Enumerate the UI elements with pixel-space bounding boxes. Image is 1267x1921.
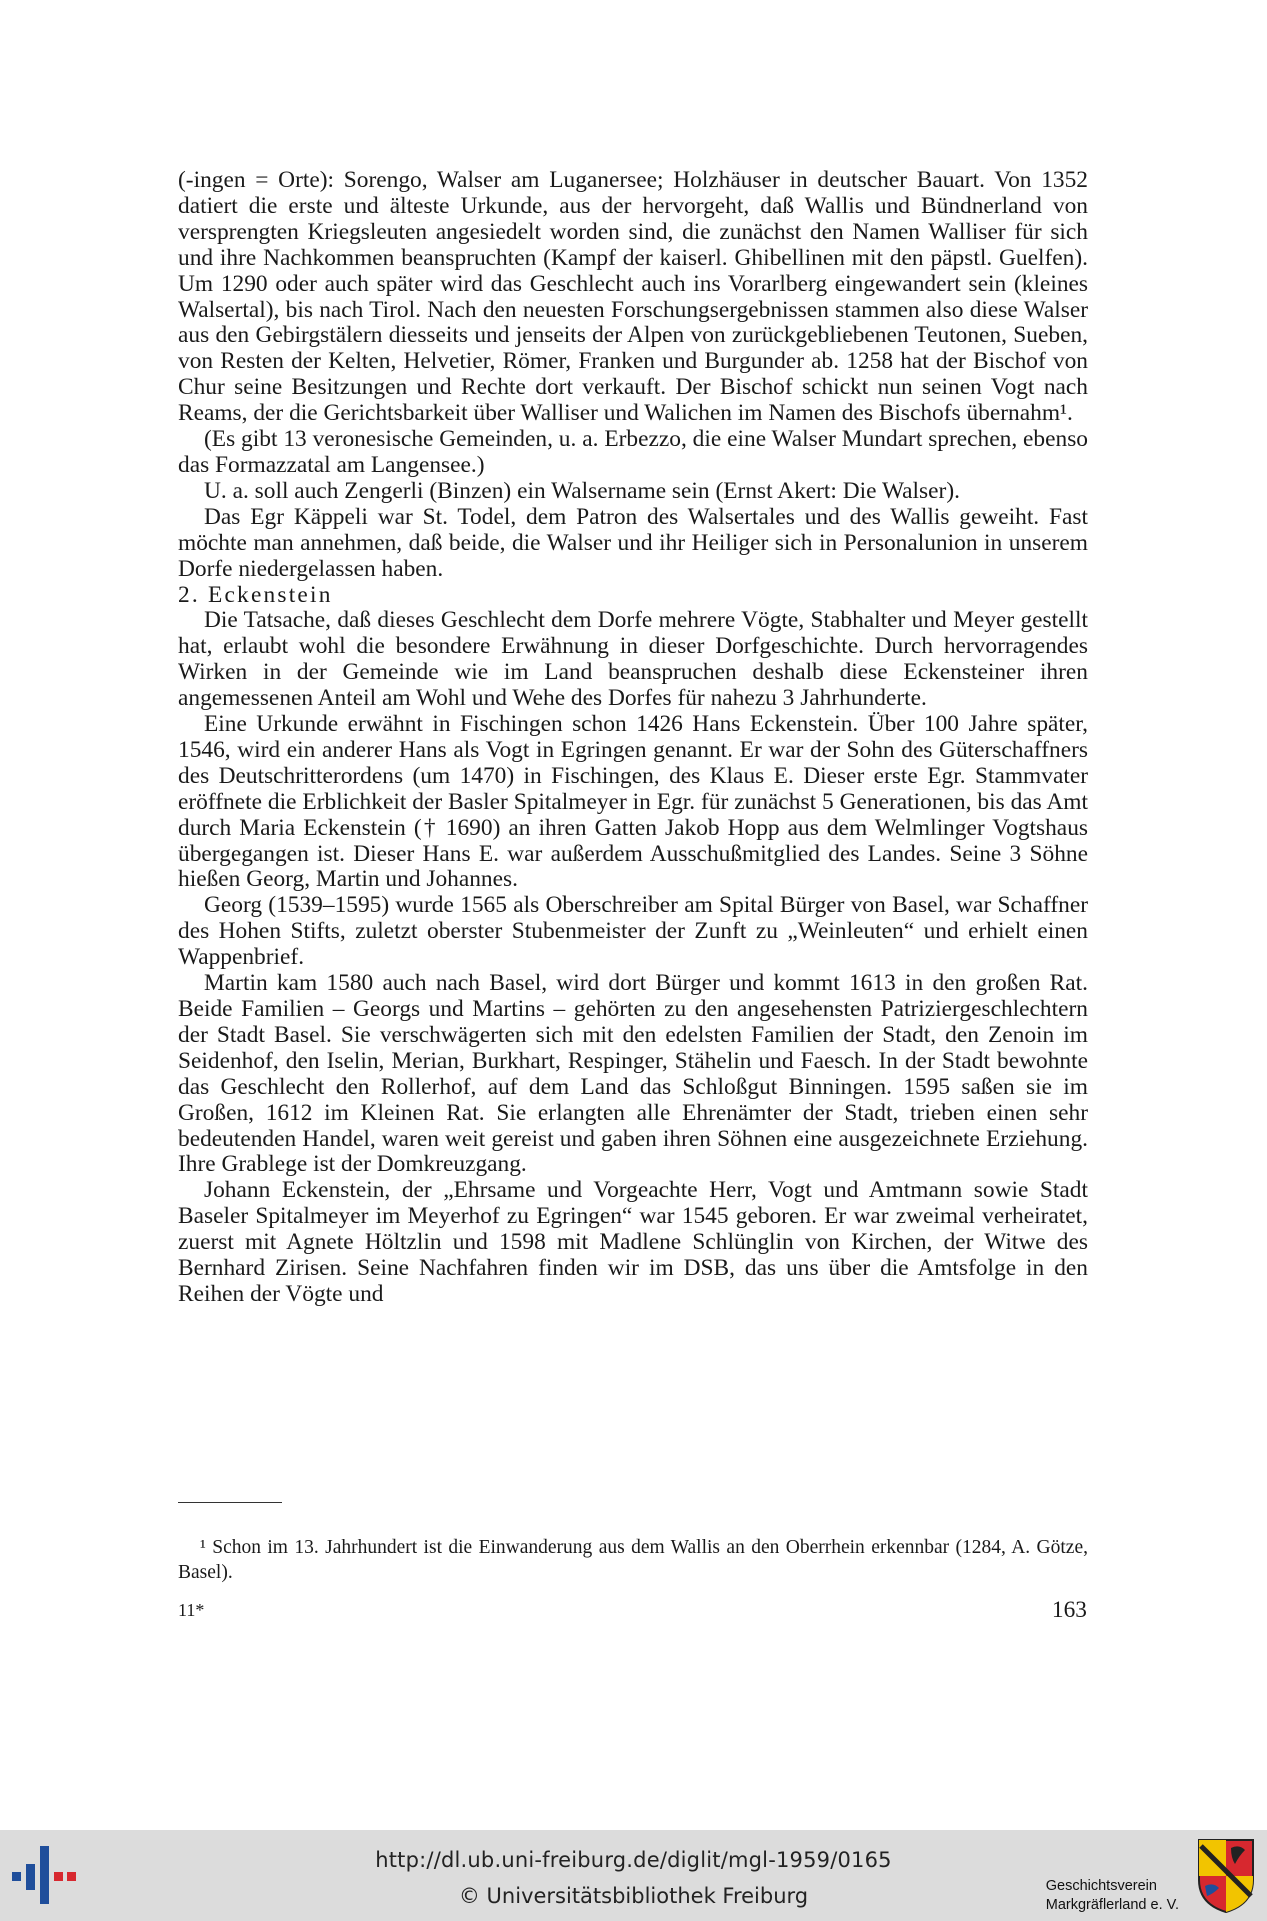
- paragraph: Das Egr Käppeli war St. Todel, dem Patron des Walsertales und des Wallis geweiht. Fast möchte man annehmen, daß beide, die Walser und ihr Heiliger sich in Personalunion in unserem Dorfe niedergelassen haben.: [178, 503, 1088, 582]
- society-name-line: Markgräflerland e. V.: [1045, 1897, 1179, 1913]
- footer-bar: [0, 1830, 1267, 1921]
- permalink-url[interactable]: http://dl.ub.uni-freiburg.de/diglit/mgl-1959/0165: [375, 1848, 892, 1872]
- paragraph: Martin kam 1580 auch nach Basel, wird dort Bürger und kommt 1613 in den großen Rat. Beide Familien – Georgs und Martins – gehörten zu den angesehensten Patriziergeschlechtern der Stadt Basel. Sie verschwägerten sich mit den edelsten Familien der Stadt, den Zenoin im Seidenhof, den Iselin, Merian, Burkhart, Respinger, Stähelin und Faesch. In der Stadt bewohnte das Geschlecht den Rollerhof, auf dem Land das Schloßgut Binningen. 1595 saßen sie im Großen, 1612 im Kleinen Rat. Sie erlangten alle Ehrenämter der Stadt, trieben einen sehr bedeutenden Handel, waren weit gereist und gaben ihren Söhnen eine ausgezeichnete Erziehung. Ihre Grablege ist der Domkreuzgang.: [178, 970, 1088, 1178]
- footnote: ¹ Schon im 13. Jahrhundert ist die Einwanderung aus dem Wallis an den Oberrhein erkennbar (1284, A. Götze, Basel).: [178, 1536, 1088, 1583]
- paragraph: U. a. soll auch Zengerli (Binzen) ein Walsername sein (Ernst Akert: Die Walser).: [204, 477, 960, 504]
- paragraph: Die Tatsache, daß dieses Geschlecht dem Dorfe mehrere Vögte, Stabhalter und Meyer gestellt hat, erlaubt wohl die besondere Erwähnung in dieser Dorfgeschichte. Durch hervorragendes Wirken in der Gemeinde wie im Land beanspruchen deshalb diese Eckensteiner ihren angemessenen Anteil am Wohl und Wehe des Dorfes für nahezu 3 Jahrhunderte.: [178, 607, 1088, 712]
- society-name: [1046, 1877, 1179, 1915]
- coat-of-arms-icon[interactable]: [1195, 1836, 1257, 1914]
- signature-mark: 11*: [178, 1600, 205, 1620]
- paragraph: Johann Eckenstein, der „Ehrsame und Vorgeachte Herr, Vogt und Amtmann sowie Stadt Baseler Spitalmeyer im Meyerhof zu Egringen“ war 1545 geboren. Er war zweimal verheiratet, zuerst mit Agnete Höltzlin und 1598 mit Madlene Schlünglin von Kirchen, der Witwe des Bernhard Zirisen. Seine Nachfahren finden wir im DSB, das uns über die Amtsfolge in den Reihen der Vögte und: [178, 1177, 1088, 1307]
- footnote-divider: [178, 1502, 282, 1503]
- body-text: [178, 168, 1088, 1308]
- paragraph: (-ingen = Orte): Sorengo, Walser am Luganersee; Holzhäuser in deutscher Bauart. Von 1352 datiert die erste und älteste Urkunde, aus der hervorgeht, daß Wallis und Bündnerland von versprengten Kriegsleuten angesiedelt worden sind, die zunächst den Namen Walliser für sich und ihre Nachkommen beanspruchten (Kampf der kaiserl. Ghibellinen mit den päpstl. Guelfen). Um 1290 oder auch später wird das Geschlecht auch ins Vorarlberg eingewandert sein (kleines Walsertal), bis nach Tirol. Nach den neuesten Forschungsergebnissen stammen also diese Walser aus den Gebirgstälern diesseits und jenseits der Alpen von zurückgebliebenen Teutonen, Sueben, von Resten der Kelten, Helvetier, Römer, Franken und Burgunder ab. 1258 hat der Bischof von Chur seine Besitzungen und Rechte dort verkauft. Der Bischof schickt nun seinen Vogt nach Reams, der die Gerichtsbarkeit über Walliser und Walichen im Namen des Bischofs übernahm¹.: [178, 167, 1088, 427]
- paragraph: Georg (1539–1595) wurde 1565 als Oberschreiber am Spital Bürger von Basel, war Schaffner des Hohen Stifts, zuletzt oberster Stubenmeister der Zunft zu „Weinleuten“ und erhielt einen Wappenbrief.: [178, 892, 1088, 971]
- copyright-notice: © Universitätsbibliothek Freiburg: [458, 1884, 809, 1908]
- society-name-line: Geschichtsverein: [1045, 1878, 1157, 1894]
- section-heading: 2. Eckenstein: [178, 581, 333, 608]
- page-number: 163: [1051, 1597, 1087, 1623]
- paragraph: Eine Urkunde erwähnt in Fischingen schon 1426 Hans Eckenstein. Über 100 Jahre später, 1546, wird ein anderer Hans als Vogt in Egringen genannt. Er war der Sohn des Güterschaffners des Deutschritterordens (um 1470) in Fischingen, des Klaus E. Dieser erste Egr. Stammvater eröffnete die Erblichkeit der Basler Spitalmeyer in Egr. für zunächst 5 Generationen, bis das Amt durch Maria Eckenstein († 1690) an ihren Gatten Jakob Hopp aus dem Welmlinger Vogtshaus übergegangen ist. Dieser Hans E. war außerdem Ausschußmitglied des Landes. Seine 3 Söhne hießen Georg, Martin und Johannes.: [178, 711, 1088, 893]
- paragraph: (Es gibt 13 veronesische Gemeinden, u. a. Erbezzo, die eine Walser Mundart sprechen, ebenso das Formazzatal am Langensee.): [178, 426, 1088, 478]
